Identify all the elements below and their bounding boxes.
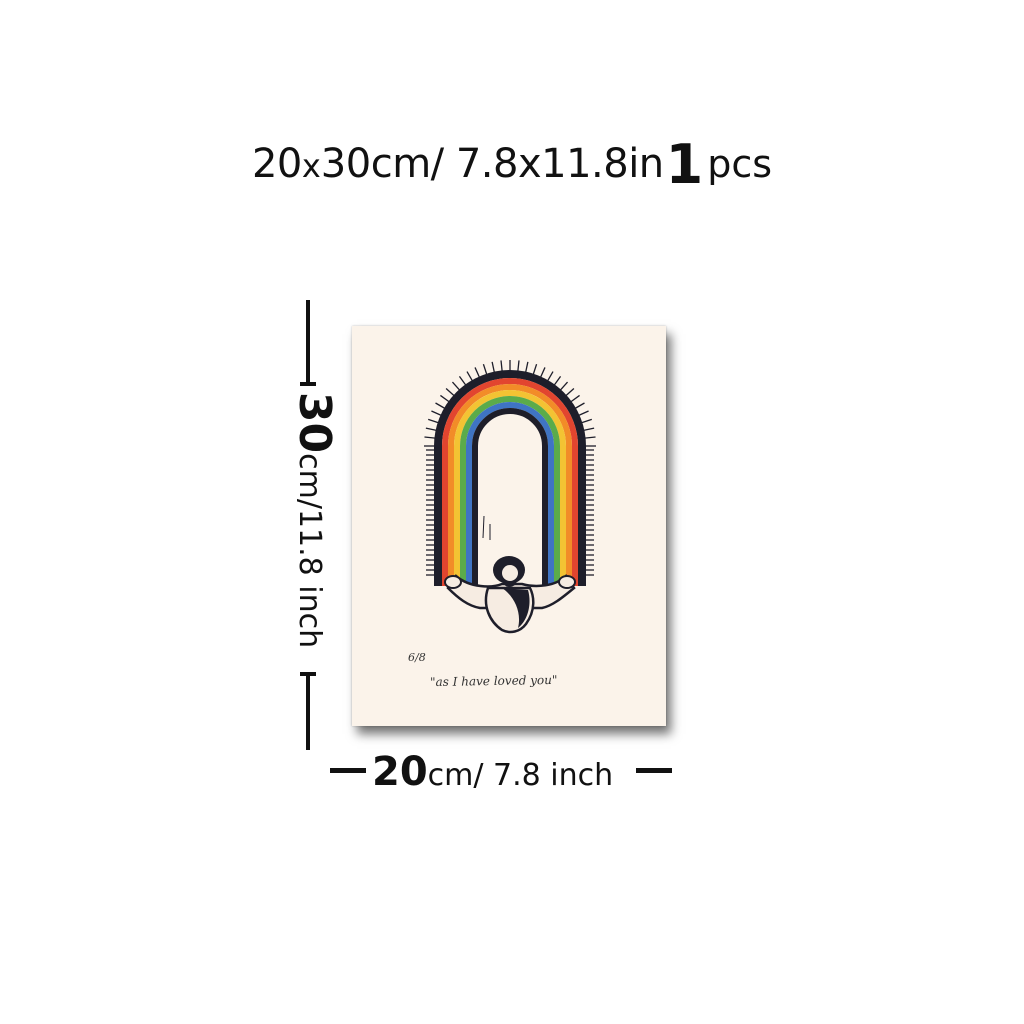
size-title: [0, 133, 1024, 196]
height-line-bottom: [306, 672, 310, 750]
height-tick-top: [300, 382, 316, 386]
width-dash-right: [636, 768, 672, 773]
title-size-rest: 30cm/ 7.8x11.8in: [320, 141, 664, 187]
rainbow-artwork: [352, 326, 666, 726]
height-unit: cm/11.8 inch: [292, 453, 327, 649]
title-size-x: x: [301, 147, 321, 185]
width-dash-left: [330, 768, 366, 773]
width-unit: cm/ 7.8 inch: [427, 758, 614, 793]
height-value: 30: [289, 391, 340, 454]
width-value: 20: [372, 749, 428, 795]
artwork-caption: "as I have loved you": [429, 672, 558, 690]
height-label: [289, 391, 340, 649]
title-quantity: 1: [665, 133, 704, 196]
drip-lines: [483, 516, 490, 540]
height-tick-bottom: [300, 672, 316, 676]
art-print: [352, 326, 666, 726]
title-size-prefix: 20: [251, 141, 302, 187]
title-quantity-unit: pcs: [707, 142, 773, 186]
edition-number: 6/8: [408, 651, 426, 664]
rainbow-arch: [438, 374, 582, 588]
height-line-top: [306, 300, 310, 384]
width-label: [372, 749, 614, 795]
